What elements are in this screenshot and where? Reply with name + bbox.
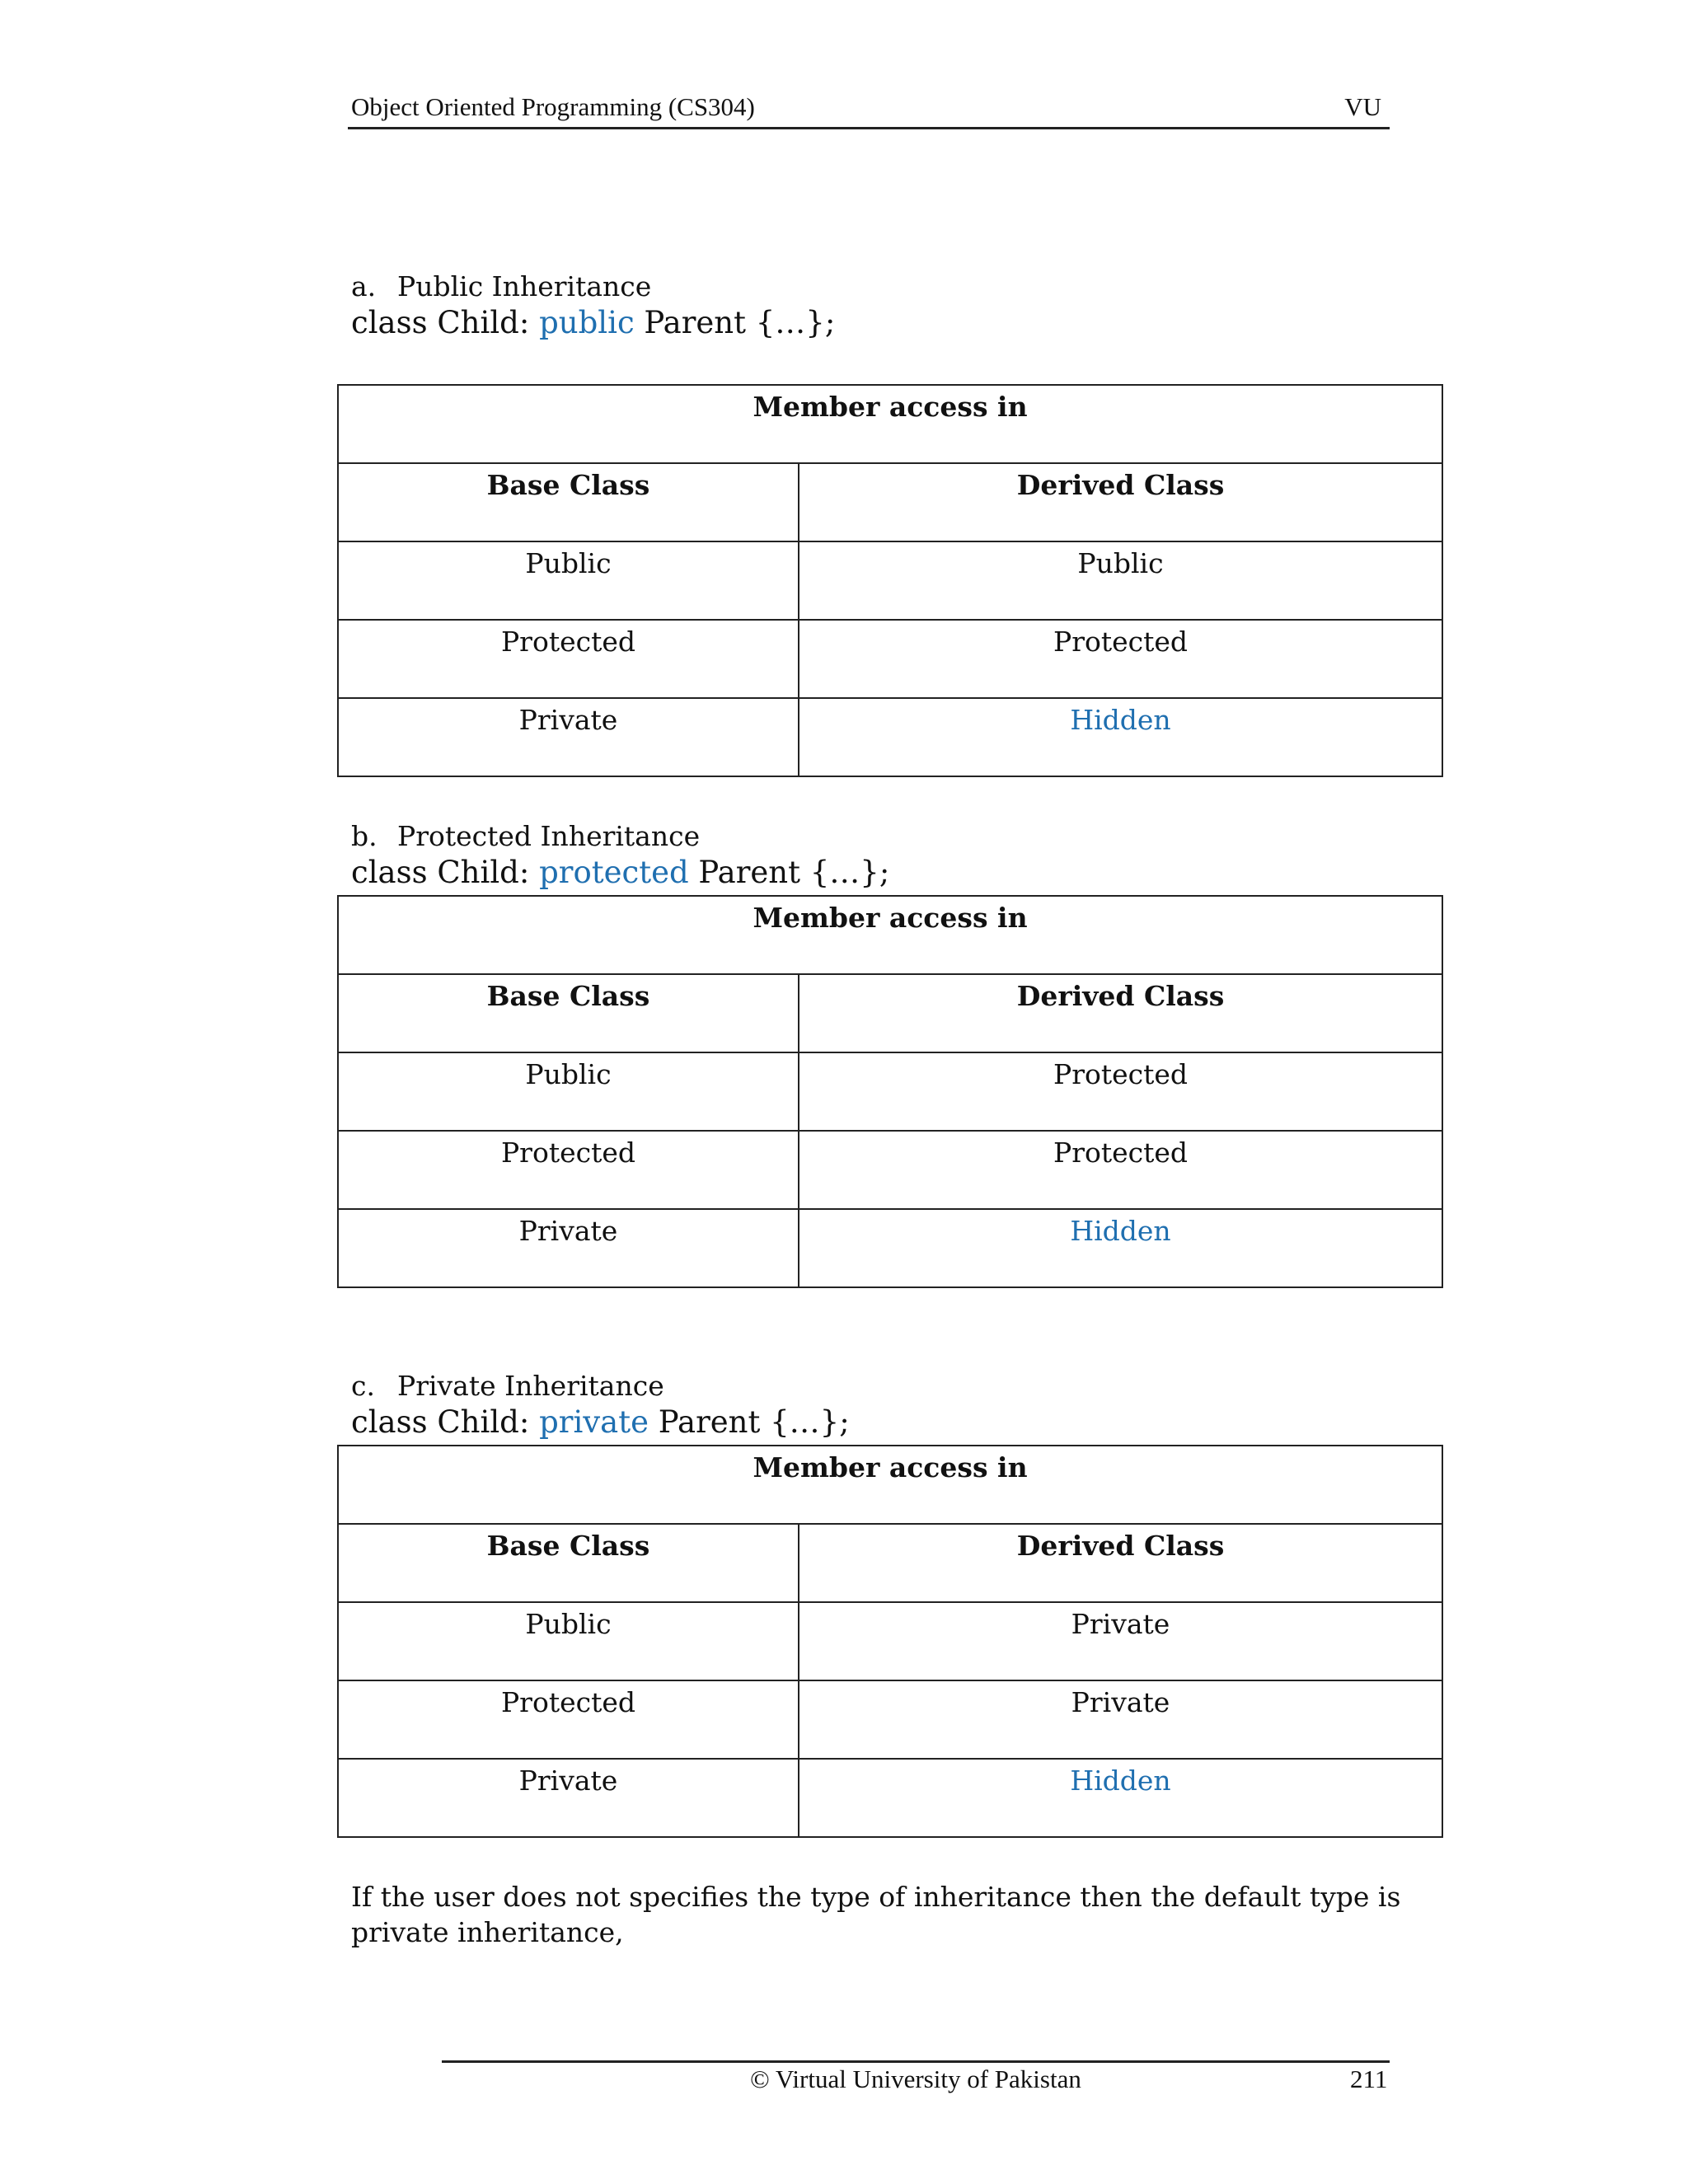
course-title: Object Oriented Programming (CS304) (351, 92, 755, 121)
col-base-class: Base Class (338, 974, 799, 1052)
footer-copyright: © Virtual University of Pakistan (750, 2064, 1081, 2093)
section-c-letter: c. (351, 1370, 375, 1402)
derived-cell: Private (799, 1680, 1442, 1759)
base-cell: Protected (338, 1680, 799, 1759)
section-a-title: Public Inheritance (397, 270, 652, 302)
section-c-declaration (351, 1404, 850, 1440)
decl-prefix: class Child: (351, 305, 540, 340)
decl-prefix: class Child: (351, 1404, 540, 1440)
table-row (338, 1052, 1442, 1131)
decl-keyword: protected (539, 855, 689, 890)
decl-suffix: Parent {…}; (634, 305, 836, 340)
table-protected-inheritance (337, 895, 1443, 1288)
decl-keyword: public (539, 305, 635, 340)
table-public-inheritance (337, 384, 1443, 777)
table-caption: Member access in (338, 1446, 1442, 1524)
col-base-class: Base Class (338, 463, 799, 541)
institution-abbrev: VU (1344, 92, 1381, 121)
base-cell: Protected (338, 620, 799, 698)
section-a-heading (351, 270, 651, 302)
table-caption: Member access in (338, 385, 1442, 463)
section-b-letter: b. (351, 820, 377, 852)
base-cell: Public (338, 541, 799, 620)
section-b-title: Protected Inheritance (397, 820, 701, 852)
section-b-heading (351, 820, 700, 852)
base-cell: Private (338, 1759, 799, 1837)
section-c-title: Private Inheritance (397, 1370, 664, 1402)
derived-cell: Protected (799, 1131, 1442, 1209)
col-base-class: Base Class (338, 1524, 799, 1602)
base-cell: Protected (338, 1131, 799, 1209)
base-cell: Public (338, 1602, 799, 1680)
derived-cell: Hidden (799, 1209, 1442, 1287)
page-number: 211 (1350, 2064, 1388, 2093)
page-header (348, 89, 1390, 129)
decl-prefix: class Child: (351, 855, 540, 890)
base-cell: Private (338, 1209, 799, 1287)
table-row (338, 1209, 1442, 1287)
derived-cell: Protected (799, 620, 1442, 698)
table-row (338, 698, 1442, 776)
base-cell: Public (338, 1052, 799, 1131)
col-derived-class: Derived Class (799, 974, 1442, 1052)
decl-suffix: Parent {…}; (649, 1404, 850, 1440)
table-header-row (338, 1524, 1442, 1602)
table-row (338, 541, 1442, 620)
derived-cell: Hidden (799, 698, 1442, 776)
col-derived-class: Derived Class (799, 463, 1442, 541)
table-row (338, 620, 1442, 698)
decl-suffix: Parent {…}; (688, 855, 890, 890)
col-derived-class: Derived Class (799, 1524, 1442, 1602)
table-row (338, 1131, 1442, 1209)
footer-rule (442, 2060, 1390, 2063)
decl-keyword: private (539, 1404, 649, 1440)
base-cell: Private (338, 698, 799, 776)
default-inheritance-note: If the user does not specifies the type of inheritance then the default type is private inheritance, (351, 1881, 1401, 1948)
table-header-row (338, 974, 1442, 1052)
section-a-letter: a. (351, 270, 377, 302)
table-row (338, 1680, 1442, 1759)
table-row (338, 1759, 1442, 1837)
section-c-heading (351, 1370, 664, 1402)
table-header-row (338, 463, 1442, 541)
table-row (338, 1602, 1442, 1680)
derived-cell: Public (799, 541, 1442, 620)
table-private-inheritance (337, 1445, 1443, 1838)
derived-cell: Protected (799, 1052, 1442, 1131)
section-b-declaration (351, 855, 889, 890)
derived-cell: Hidden (799, 1759, 1442, 1837)
table-caption: Member access in (338, 896, 1442, 974)
derived-cell: Private (799, 1602, 1442, 1680)
section-a-declaration (351, 305, 835, 340)
